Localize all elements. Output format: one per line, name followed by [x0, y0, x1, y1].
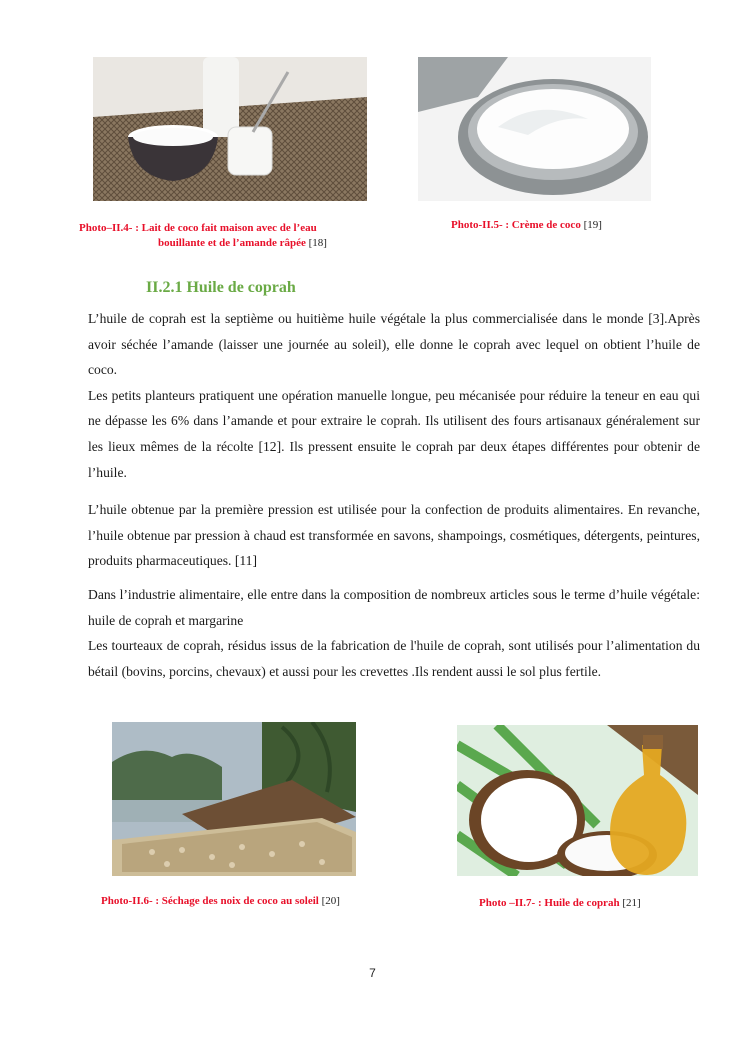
- section-heading: II.2.1 Huile de coprah: [146, 279, 296, 296]
- photo-coconut-oil: [457, 725, 698, 876]
- caption-photo-5: [451, 218, 671, 233]
- caption-photo-6-ref: [20]: [321, 895, 340, 907]
- caption-photo-7-label: Photo –II.7- : Huile de coprah: [479, 897, 620, 909]
- caption-photo-4-ref: [18]: [308, 237, 327, 249]
- paragraph-5: Les tourteaux de coprah, résidus issus de la fabrication de l'huile de coprah, sont utilisés pour l’alimentation du bétail (bovins, porcins, chevaux) et aussi pour les crevettes .Ils rendent aussi le sol plus fertile.: [88, 638, 700, 679]
- caption-photo-4-label: Photo–II.4- : Lait de coco fait maison avec de l’eau: [79, 222, 317, 234]
- caption-photo-4: [79, 221, 369, 251]
- photo-coconut-cream: [418, 57, 651, 201]
- caption-photo-6-label: Photo-II.6- : Séchage des noix de coco au soleil: [101, 895, 319, 907]
- caption-photo-5-ref: [19]: [583, 219, 602, 231]
- paragraph-2: Les petits planteurs pratiquent une opération manuelle longue, peu mécanisée pour réduire la teneur en eau qui ne dépasse les 6% dans l’amande et pour extraire le coprah. Ils utilisent des fours artisanaux généralement sur les lieux mêmes de la récolte [12]. Ils pressent ensuite le coprah par deux étapes différentes pour obtenir de l’huile.: [88, 387, 700, 480]
- photo-drying-coconuts: [112, 722, 356, 876]
- caption-photo-7-ref: [21]: [622, 897, 641, 909]
- paragraph-1: L’huile de coprah est la septième ou huitième huile végétale la plus commercialisée dans le monde [3].Après avoir séchée l’amande (laisser une journée au soleil), elle donne le coprah avec lequel on obtient l’huile de coco.: [88, 311, 700, 378]
- photo-coconut-milk: [93, 57, 367, 201]
- body-block-2: [88, 497, 700, 574]
- caption-photo-5-label: Photo-II.5- : Crème de coco: [451, 219, 581, 231]
- paragraph-4: Dans l’industrie alimentaire, elle entre dans la composition de nombreux articles sous le terme d’huile végétale: huile de coprah et margarine: [88, 587, 700, 628]
- paragraph-3: L’huile obtenue par la première pression est utilisée pour la confection de produits alimentaires. En revanche, l’huile obtenue par pression à chaud est transformée en savons, shampoings, cosmétiques, détergents, peintures, produits pharmaceutiques. [11]: [88, 502, 700, 569]
- page-number: 7: [369, 966, 376, 980]
- caption-photo-7: [479, 896, 709, 911]
- caption-photo-4-label-line2: bouillante et de l’amande râpée: [158, 237, 306, 249]
- body-block-3: [88, 582, 700, 684]
- caption-photo-6: [101, 894, 401, 909]
- body-block-1: [88, 306, 700, 485]
